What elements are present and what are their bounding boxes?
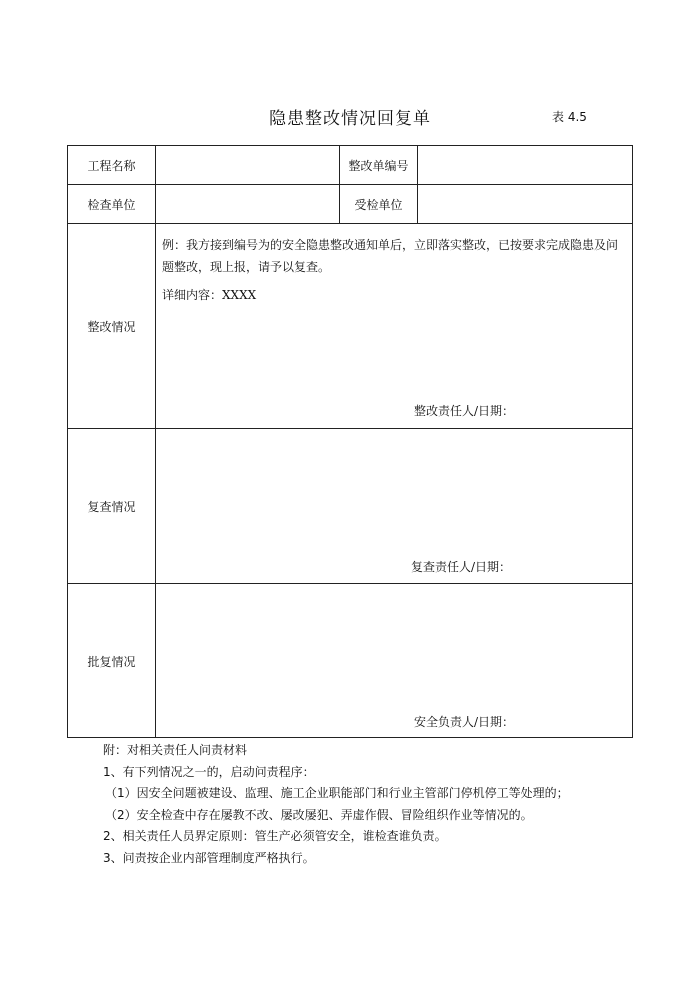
project-name-field[interactable] — [156, 146, 339, 184]
inspected-unit-field[interactable] — [418, 185, 632, 223]
rectification-signature-label: 整改责任人/日期： — [414, 404, 515, 418]
rectification-label: 整改情况 — [87, 319, 136, 334]
approval-label: 批复情况 — [87, 654, 136, 669]
inspected-unit-label: 受检单位 — [354, 197, 403, 212]
page-title: 隐患整改情况回复单 — [269, 109, 431, 129]
accountability-notes — [103, 740, 569, 869]
approval-signature-label: 安全负责人/日期： — [414, 715, 515, 729]
rectification-no-label: 整改单编号 — [348, 158, 409, 173]
notes-item: （1）因安全问题被建设、监理、施工企业职能部门和行业主管部门停机停工等处理的； — [105, 786, 569, 800]
review-signature-label: 复查责任人/日期： — [411, 560, 512, 574]
notes-item: （2）安全检查中存在屡教不改、屡改屡犯、弄虚作假、冒险组织作业等情况的。 — [105, 807, 533, 822]
reply-form-table — [67, 145, 633, 738]
inspection-unit-field[interactable] — [156, 185, 339, 223]
project-name-label: 工程名称 — [87, 158, 136, 173]
notes-item: 3、问责按企业内部管理制度严格执行。 — [103, 850, 315, 865]
inspection-unit-label: 检查单位 — [87, 197, 136, 212]
review-label: 复查情况 — [87, 499, 136, 514]
rectification-example-text: 例：我方接到编号为的安全隐患整改通知单后，立即落实整改，已按要求完成隐患及问题整改，现上报，请予以复查。 — [162, 238, 619, 274]
table-number: 表 4.5 — [552, 110, 587, 124]
notes-heading: 附：对相关责任人问责材料 — [103, 743, 248, 757]
notes-item: 1、有下列情况之一的，启动问责程序： — [103, 764, 315, 779]
notes-item: 2、相关责任人员界定原则：管生产必须管安全，谁检查谁负责。 — [103, 829, 447, 843]
column-divider — [155, 146, 156, 738]
rectification-no-field[interactable] — [418, 146, 632, 184]
rectification-detail-text: 详细内容：XXXX — [162, 288, 257, 302]
